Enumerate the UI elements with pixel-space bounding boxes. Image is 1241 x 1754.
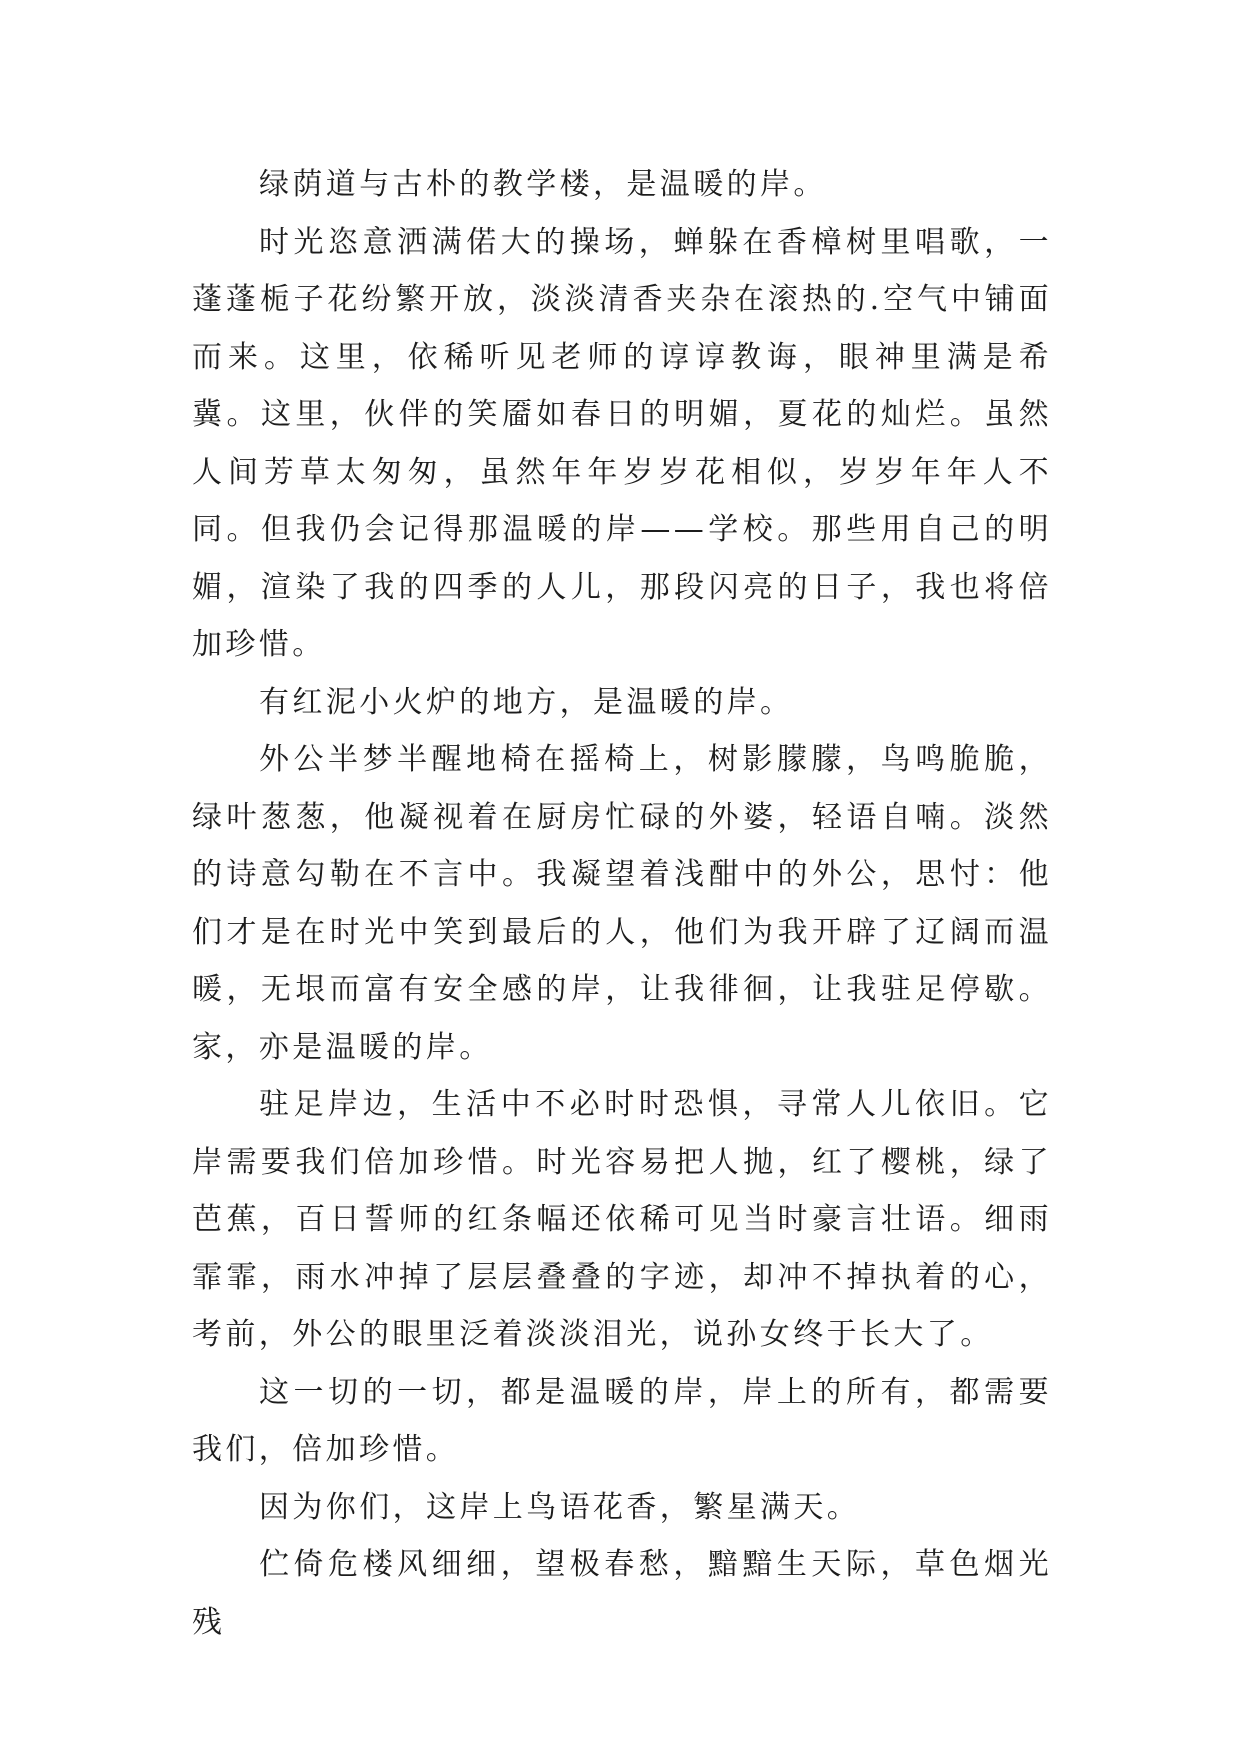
paragraph: 时光恣意洒满偌大的操场，蝉躲在香樟树里唱歌，一蓬蓬栀子花纷繁开放，淡淡清香夹杂在滚热的.空气中铺面而来。这里，依稀听见老师的谆谆教诲，眼神里满是希冀。这里，伙伴的笑靥如春日的明媚，夏花的灿烂。虽然人间芳草太匆匆，虽然年年岁岁花相似，岁岁年年人不同。但我仍会记得那温暖的岸——学校。那些用自己的明媚，渲染了我的四季的人儿，那段闪亮的日子，我也将倍加珍惜。 [192,224,1052,662]
paragraph: 伫倚危楼风细细，望极春愁，黯黯生天际，草色烟光残 [192,1547,1052,1640]
paragraph: 绿荫道与古朴的教学楼，是温暖的岸。 [259,167,827,202]
paragraph: 有红泥小火炉的地方，是温暖的岸。 [259,684,794,720]
paragraph: 这一切的一切，都是温暖的岸，岸上的所有，都需要我们，倍加珍惜。 [192,1374,1052,1467]
paragraph: 因为你们，这岸上鸟语花香，繁星满天。 [259,1489,861,1525]
body-text [192,156,1052,1651]
paragraph: 驻足岸边，生活中不必时时恐惧，寻常人儿依旧。它岸需要我们倍加珍惜。时光容易把人抛，红了樱桃，绿了芭蕉，百日誓师的红条幅还依稀可见当时豪言壮语。细雨霏霏，雨水冲掉了层层叠叠的字迹，却冲不掉执着的心，考前，外公的眼里泛着淡淡泪光，说孙女终于长大了。 [192,1087,1052,1352]
paragraph: 外公半梦半醒地椅在摇椅上，树影朦朦，鸟鸣脆脆，绿叶葱葱，他凝视着在厨房忙碌的外婆，轻语自喃。淡然的诗意勾勒在不言中。我凝望着浅酣中的外公，思忖：他们才是在时光中笑到最后的人，他们为我开辟了辽阔而温暖，无垠而富有安全感的岸，让我徘徊，让我驻足停歇。家，亦是温暖的岸。 [192,742,1052,1065]
